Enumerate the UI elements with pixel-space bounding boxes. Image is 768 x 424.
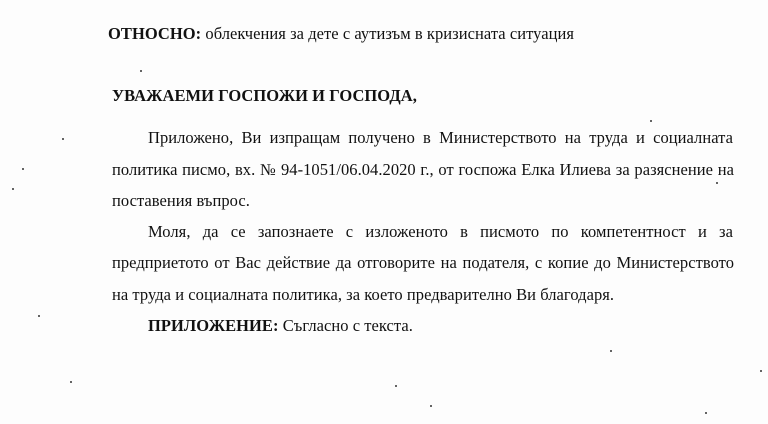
scan-speck bbox=[62, 138, 64, 140]
scan-speck bbox=[140, 70, 142, 72]
scan-speck bbox=[716, 182, 718, 184]
attachment-text: Съгласно с текста. bbox=[282, 316, 413, 335]
scan-speck bbox=[430, 405, 432, 407]
scan-speck bbox=[12, 188, 14, 190]
scan-speck bbox=[705, 412, 707, 414]
scan-speck bbox=[650, 120, 652, 122]
salutation: УВАЖАЕМИ ГОСПОЖИ И ГОСПОДА, bbox=[112, 86, 417, 105]
scan-speck bbox=[38, 315, 40, 317]
subject-line bbox=[108, 24, 574, 44]
attachment-label: ПРИЛОЖЕНИЕ: bbox=[148, 316, 279, 335]
scan-speck bbox=[70, 381, 72, 383]
subject-text: облекчения за дете с аутизъм в кризисната ситуация bbox=[205, 24, 574, 43]
paragraph2-line3: на труда и социалната политика, за което предварително Ви благодаря. bbox=[112, 285, 615, 304]
subject-label: ОТНОСНО: bbox=[108, 24, 202, 43]
paragraph2-line2: предприетото от Вас действие да отговорите на подателя, с копие до Министерството bbox=[112, 253, 734, 272]
paragraph1-line3: поставения въпрос. bbox=[112, 191, 250, 210]
paragraph2-line1: Моля, да се запознаете с изложеното в писмото по компетентност и за bbox=[148, 222, 733, 241]
scan-speck bbox=[22, 168, 24, 170]
paragraph1-line2: политика писмо, вх. № 94-1051/06.04.2020 г., от госпожа Елка Илиева за разяснение на bbox=[112, 160, 734, 179]
paragraph1-line1: Приложено, Ви изпращам получено в Министерството на труда и социалната bbox=[148, 128, 733, 147]
attachment-line bbox=[148, 316, 413, 336]
scan-speck bbox=[760, 370, 762, 372]
scan-speck bbox=[610, 350, 612, 352]
scan-speck bbox=[395, 385, 397, 387]
